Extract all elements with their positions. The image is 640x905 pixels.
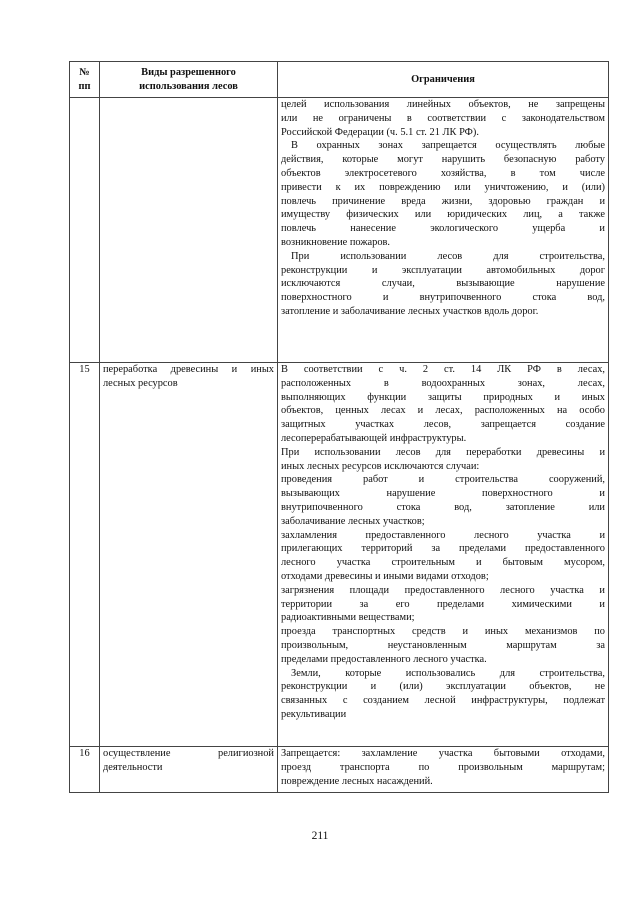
restriction-line: загрязнения площади предоставленного лесного участка и bbox=[281, 584, 605, 596]
restriction-line: объектов электросетевого хозяйства, в том числе bbox=[281, 167, 605, 179]
row-restrictions bbox=[278, 98, 609, 363]
page-number: 211 bbox=[311, 830, 329, 842]
restriction-line: повлечь нанесение экологического ущерба и bbox=[281, 223, 605, 235]
header-use-types bbox=[100, 62, 278, 98]
restriction-line: произвольным, неустановленным маршрутам за bbox=[281, 639, 605, 651]
header-number bbox=[70, 62, 100, 98]
restriction-line: лесоперерабатывающей инфраструктуры. bbox=[281, 432, 467, 444]
header-number-line1: № bbox=[79, 66, 90, 78]
restriction-line: иных лесных ресурсов исключаются случаи: bbox=[281, 460, 480, 472]
restriction-line: повреждение лесных насаждений. bbox=[281, 775, 433, 787]
restriction-line: защитных участках лесов, запрещается создание bbox=[281, 419, 605, 431]
restriction-line: территории за его пределами химическими и bbox=[281, 598, 605, 610]
restriction-line: Российской Федерации (ч. 5.1 ст. 21 ЛК РФ). bbox=[281, 126, 479, 138]
restriction-line: радиоактивными веществами; bbox=[281, 612, 415, 624]
table-row bbox=[70, 747, 609, 793]
restriction-line: исключаются случаи, вызывающие нарушение bbox=[281, 278, 605, 290]
restriction-line: действия, которые могут нарушить безопасную работу bbox=[281, 154, 605, 166]
restriction-line: имуществу физических или юридических лиц, а также bbox=[281, 209, 605, 221]
restriction-line: проезд транспорта по произвольным маршрутам; bbox=[281, 761, 605, 773]
header-number-line2: пп bbox=[78, 80, 91, 92]
restriction-line: возникновение пожаров. bbox=[281, 236, 391, 248]
restriction-line: пределами предоставленного лесного участка. bbox=[281, 653, 487, 665]
row-number bbox=[70, 98, 100, 363]
restriction-line: Земли, которые использовались для строительства, bbox=[291, 667, 605, 679]
table-row bbox=[70, 363, 609, 747]
restriction-line: внутрипочвенного стока вод, затопление или bbox=[281, 501, 605, 513]
restriction-line: реконструкции и (или) эксплуатации объектов, не bbox=[281, 681, 605, 693]
row-number: 16 bbox=[70, 747, 100, 793]
restriction-line: В охранных зонах запрещается осуществлять любые bbox=[291, 140, 605, 152]
row-number: 15 bbox=[70, 363, 100, 747]
restriction-line: вызывающих нарушение поверхностного и bbox=[281, 488, 605, 500]
restriction-line: поверхностного и внутрипочвенного стока вод, bbox=[281, 292, 605, 304]
restriction-line: проезда транспортных средств и иных механизмов по bbox=[281, 626, 605, 638]
row-use-type: осуществление религиозной деятельности bbox=[100, 747, 278, 793]
restriction-line: проведения работ и строительства сооружений, bbox=[281, 474, 605, 486]
restriction-line: расположенных в водоохранных зонах, лесах, bbox=[281, 377, 605, 389]
restriction-line: При использовании лесов для строительства, bbox=[291, 250, 605, 262]
restriction-line: затопление и заболачивание лесных участков вдоль дорог. bbox=[281, 305, 539, 317]
restriction-line: В соответствии с ч. 2 ст. 14 ЛК РФ в лесах, bbox=[281, 364, 605, 375]
restriction-line: рекультивации bbox=[281, 708, 347, 720]
restriction-line: связанных с созданием лесной инфраструктуры, подлежат bbox=[281, 695, 605, 707]
row-restrictions bbox=[278, 363, 609, 747]
restriction-line: привести к их повреждению или уничтожению, и (или) bbox=[281, 181, 605, 193]
table-header-row bbox=[70, 62, 609, 98]
header-use-types-line1: Виды разрешенного bbox=[141, 66, 236, 78]
restriction-line: целей использования линейных объектов, не запрещены bbox=[281, 99, 605, 110]
restriction-line: выполняющих функции защиты природных и иных bbox=[281, 391, 605, 403]
restriction-line: или не ограничены в соответствии с законодательством bbox=[281, 112, 605, 124]
row-use-type: переработка древесины и иных лесных ресурсов bbox=[100, 363, 278, 747]
header-use-types-line2: использования лесов bbox=[139, 80, 238, 92]
restriction-line: захламления предоставленного лесного участка и bbox=[281, 529, 605, 541]
restriction-line: При использовании лесов для переработки древесины и bbox=[281, 446, 605, 458]
restriction-line: объектов, ценных лесах и лесах, расположенных на особо bbox=[281, 405, 605, 417]
restriction-line: прилегающих территорий за пределами предоставленного bbox=[281, 543, 605, 555]
restrictions-table bbox=[69, 61, 609, 793]
restriction-line: повлечь причинение вреда жизни, здоровью граждан и bbox=[281, 195, 605, 207]
restriction-line: реконструкции и эксплуатации автомобильных дорог bbox=[281, 264, 605, 276]
table-row bbox=[70, 98, 609, 363]
header-restrictions: Ограничения bbox=[278, 62, 609, 98]
restriction-line: лесного участка строительным и бытовым мусором, bbox=[281, 557, 605, 569]
restriction-line: заболачивание лесных участков; bbox=[281, 515, 425, 527]
restriction-line: Запрещается: захламление участка бытовыми отходами, bbox=[281, 748, 605, 759]
row-restrictions bbox=[278, 747, 609, 793]
row-use-type bbox=[100, 98, 278, 363]
restriction-line: отходами древесины и иными видами отходов; bbox=[281, 570, 489, 582]
